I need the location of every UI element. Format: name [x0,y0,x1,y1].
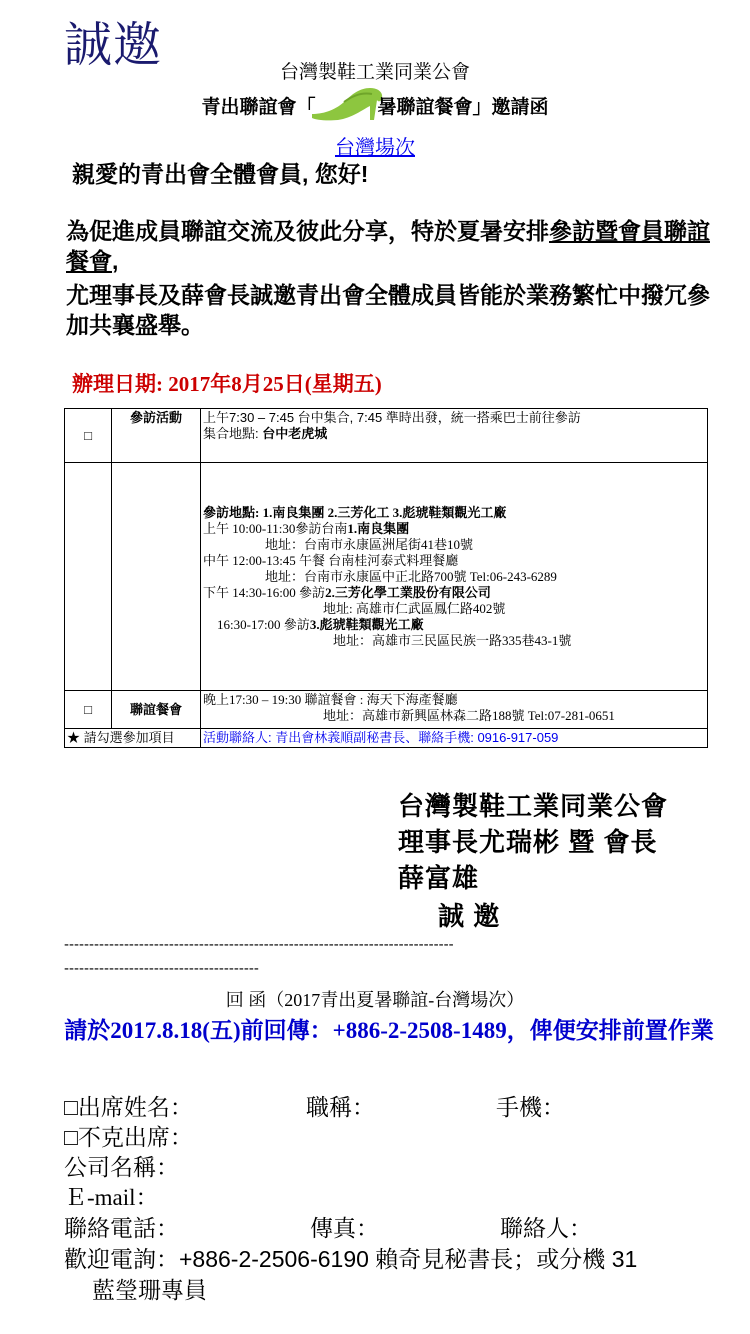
subtitle-before: 青出聯誼會「 [201,97,316,118]
purpose-end: , [112,248,119,274]
itinerary-text: 16:30-17:00 參訪 [217,616,310,632]
paragraph-purpose [66,216,726,276]
phone-field[interactable]: 聯絡電話： [64,1215,179,1241]
fax-field[interactable]: 傳真： [310,1215,379,1241]
dinner-line-2: 地址：高雄市新興區林森二路188號 Tel:07-281-0651 [323,708,615,723]
visit-line-2 [203,426,705,442]
dinner-details [201,691,708,729]
contact-person-field[interactable]: 聯絡人： [500,1215,592,1241]
purpose-text: 為促進成員聯誼交流及彼此分享，特於夏暑安排 [66,218,549,244]
select-items-note: ★ 請勾選參加項目 [65,729,201,748]
job-title-field[interactable]: 職稱： [306,1094,375,1120]
meeting-point-label: 集合地點: [203,426,263,441]
cut-line-2: --------------------------------------- [64,960,259,977]
inquiry-line-2: 藍瑩珊專員 [92,1277,207,1303]
signature-president: 薛富雄 [398,863,480,893]
signature-invite: 誠 邀 [438,901,501,931]
paragraph-invite: 尤理事長及薛會長誠邀青出會全體成員皆能於業務繁忙中撥冗參加共襄盛舉。 [66,282,710,338]
itinerary-line: 地址：高雄市三民區民族一路335巷43-1號 [333,632,572,648]
signature-chairman: 理事長尤瑞彬 暨 會長 [398,827,658,857]
itinerary-details [201,463,708,691]
table-row [65,409,708,463]
visit-line-1: 上午7:30 – 7:45 台中集合, 7:45 準時出發，統一搭乘巴士前往參訪 [203,410,581,425]
itinerary-line [203,617,705,633]
itinerary-line: 中午 12:00-13:45 午餐 台南桂河泰式料理餐廳 [203,552,459,568]
itinerary-line: 地址: 高雄市仁武區鳳仁路402號 [323,600,506,616]
form-row-contact [64,1213,704,1243]
company-field[interactable]: 公司名稱： [64,1154,179,1180]
cut-line-1: ------------------------------------------------------------------------------ [64,936,454,953]
itinerary-bold: 2.三芳化學工業股份有限公司 [325,584,491,600]
visit-details [201,409,708,463]
greeting: 親愛的青出會全體會員, 您好! [72,161,369,187]
table-row [65,691,708,729]
reply-title: 回 函（2017青出夏暑聯誼-台灣場次） [225,990,525,1010]
event-contact: 活動聯絡人: 青出會林義順副秘書長、聯絡手機: 0916-917-059 [201,729,708,748]
signature-association: 台灣製鞋工業同業公會 [398,791,669,821]
visit-sites: 參訪地點: 1.南良集團 2.三芳化工 3.彪琥鞋類觀光工廠 [203,504,507,520]
subtitle-after: 暑聯誼餐會」邀請函 [377,97,549,118]
dinner-label: 聯誼餐會 [112,691,201,729]
inquiry-line-1: 歡迎電詢：+886-2-2506-6190 賴奇見秘書長；或分機 31 [64,1246,638,1272]
visit-checkbox[interactable]: □ [65,409,112,463]
invitation-big-title: 誠邀 [64,19,163,72]
itinerary-line [203,585,705,601]
itinerary-line: 地址：台南市永康區洲尾街41巷10號 [265,536,474,552]
table-row [65,463,708,691]
attend-name-field[interactable]: □出席姓名： [64,1094,193,1120]
visit-label: 參訪活動 [112,409,201,463]
itinerary-line: 地址：台南市永康區中正北路700號 Tel:06-243-6289 [265,568,557,584]
email-field[interactable]: Ｅ-mail： [64,1185,159,1210]
association-name: 台灣製鞋工業同業公會 [279,62,470,83]
form-row-attend [64,1092,704,1122]
venue-link[interactable]: 台灣場次 [335,137,415,159]
itinerary-bold: 1.南良集團 [347,520,410,536]
dinner-line-1: 晚上17:30 – 19:30 聯誼餐會 : 海天下海產餐廳 [203,692,458,707]
dinner-checkbox[interactable]: □ [65,691,112,729]
invitation-subtitle [0,92,750,122]
itinerary-line [203,521,705,537]
high-heel-shoe-icon [308,84,386,122]
itinerary-text: 上午 10:00-11:30參訪台南 [203,520,348,536]
itinerary-text: 下午 14:30-16:00 參訪 [203,584,326,600]
meeting-point-place: 台中老虎城 [262,426,328,441]
table-row [65,729,708,748]
event-date: 辦理日期: 2017年8月25日(星期五) [72,372,382,396]
purpose-underlined: 參訪暨會員聯誼餐會 [66,218,710,274]
reply-fax-instruction: 請於2017.8.18(五)前回傳：+886-2-2508-1489，俾便安排前置作業 [64,1018,714,1043]
itinerary-bold: 3.彪琥鞋類觀光工廠 [309,616,424,632]
not-attend-field[interactable]: □不克出席： [64,1124,193,1150]
mobile-field[interactable]: 手機： [496,1094,565,1120]
schedule-table [64,408,708,748]
